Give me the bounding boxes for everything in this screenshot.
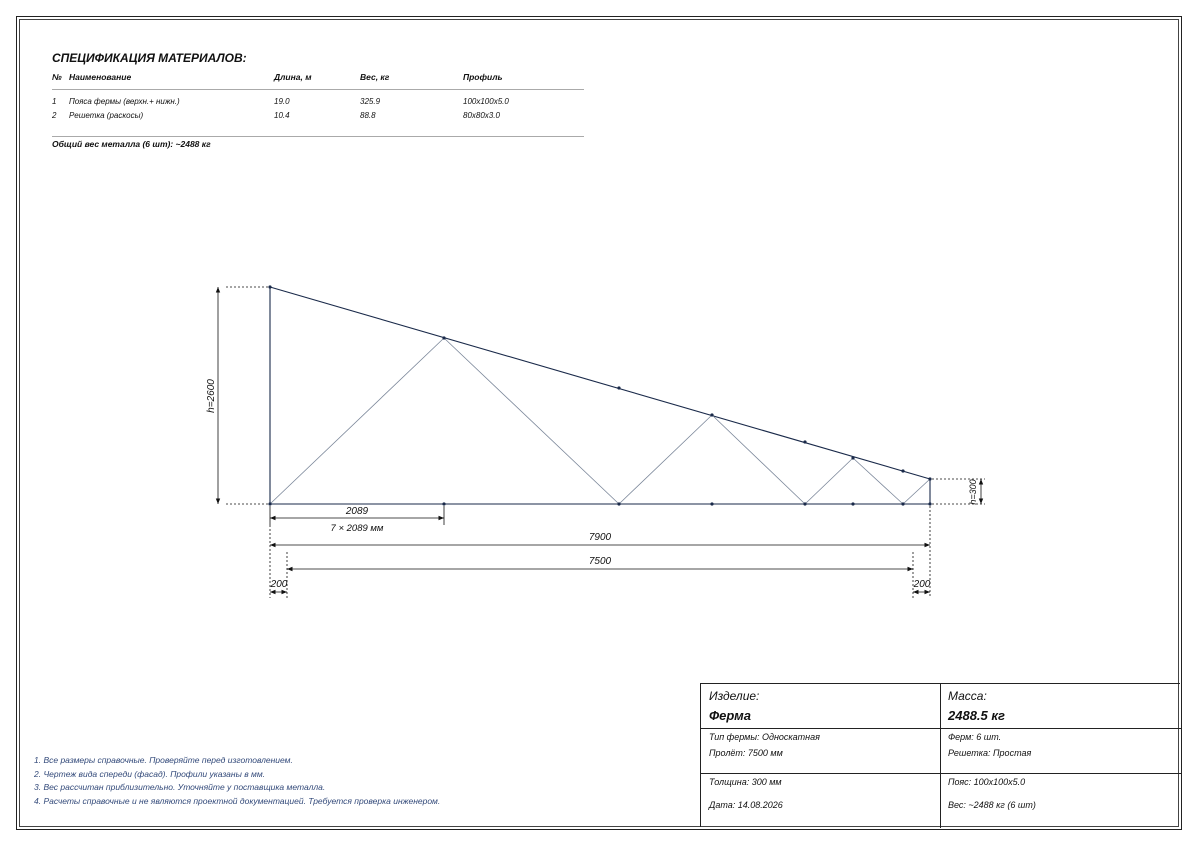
stamp-chord: Пояс: 100x100x5.0 [948, 777, 1026, 787]
spec-cell: 19.0 [274, 96, 290, 106]
truss-diagonal [712, 415, 805, 504]
truss-node [928, 477, 931, 480]
stamp-product-label: Изделие: [709, 689, 760, 703]
truss-node [928, 502, 931, 505]
spec-header-weight: Вес, кг [360, 70, 463, 90]
spec-cell: Пояса фермы (верхн.+ нижн.) [69, 96, 180, 106]
truss-node [803, 440, 806, 443]
spec-cell: Решетка (раскосы) [69, 108, 274, 137]
spec-cell: 80x80x3.0 [463, 108, 584, 137]
dim-text-height-right: h=300 [968, 479, 978, 505]
spec-cell: 1 [52, 96, 57, 106]
title-block-divider [940, 684, 941, 828]
spec-header-num: № [52, 70, 69, 90]
stamp-truss-type: Тип фермы: Односкатная [709, 732, 820, 742]
note-item: 2. Чертеж вида спереди (фасад). Профили указаны в мм. [34, 768, 266, 779]
stamp-mass-value: 2488.5 кг [948, 708, 1005, 723]
stamp-thickness: Толщина: 300 мм [709, 777, 782, 787]
title-block [700, 683, 1180, 827]
truss-diagonal [270, 338, 444, 504]
spec-header-profile: Профиль [463, 70, 584, 90]
stamp-lattice: Решетка: Простая [948, 748, 1032, 758]
truss-node [442, 502, 445, 505]
truss-node [617, 502, 620, 505]
spec-cell: 88.8 [360, 108, 463, 137]
notes-block [34, 754, 440, 808]
truss-top-chord [270, 287, 930, 479]
truss-node [901, 469, 904, 472]
spec-cell: 325.9 [360, 96, 381, 106]
truss-node [617, 386, 620, 389]
spec-cell: 2 [52, 108, 69, 137]
stamp-mass-label: Масса: [948, 689, 987, 703]
spec-header-length: Длина, м [274, 70, 360, 90]
spec-cell: 10.4 [274, 108, 360, 137]
stamp-date: Дата: 14.08.2026 [709, 800, 783, 810]
truss-node [851, 502, 854, 505]
truss-node [710, 502, 713, 505]
dim-text-panel-note: 7 × 2089 мм [330, 523, 384, 534]
spec-title: СПЕЦИФИКАЦИЯ МАТЕРИАЛОВ: [52, 51, 247, 65]
truss-node [268, 285, 271, 288]
truss-diagonal [619, 415, 712, 504]
dim-text-support-left: 200 [270, 579, 288, 590]
stamp-span: Пролёт: 7500 мм [709, 748, 783, 758]
truss-diagonal [903, 479, 930, 504]
note-item: 1. Все размеры справочные. Проверяйте перед изготовлением. [34, 755, 293, 765]
truss-node [803, 502, 806, 505]
spec-cell: 100x100x5.0 [463, 96, 509, 106]
dim-text-span: 7500 [588, 556, 612, 567]
note-item: 3. Вес рассчитан приблизительно. Уточняйте у поставщика металла. [34, 782, 326, 793]
truss-node [851, 456, 854, 459]
dim-text-panel: 2089 [345, 506, 369, 517]
truss-diagonal [853, 458, 903, 504]
truss-node [268, 502, 271, 505]
spec-total: Общий вес металла (6 шт): ~2488 кг [52, 139, 211, 149]
truss-node [442, 336, 445, 339]
title-block-divider [701, 728, 1181, 729]
stamp-product-value: Ферма [709, 708, 751, 723]
dim-text-overall: 7900 [588, 532, 612, 543]
truss-diagonal [805, 458, 853, 504]
spec-header-name: Наименование [69, 70, 274, 90]
truss-node [710, 413, 713, 416]
note-item: 4. Расчеты справочные и не являются проектной документацией. Требуется проверка инженером. [34, 795, 441, 806]
title-block-divider [701, 773, 1181, 774]
dim-text-support-right: 200 [913, 579, 931, 590]
truss-node [901, 502, 904, 505]
stamp-count: Ферм: 6 шт. [948, 732, 1002, 742]
stamp-weight: Вес: ~2488 кг (6 шт) [948, 800, 1036, 810]
dim-text-height-left: h=2600 [206, 379, 217, 413]
